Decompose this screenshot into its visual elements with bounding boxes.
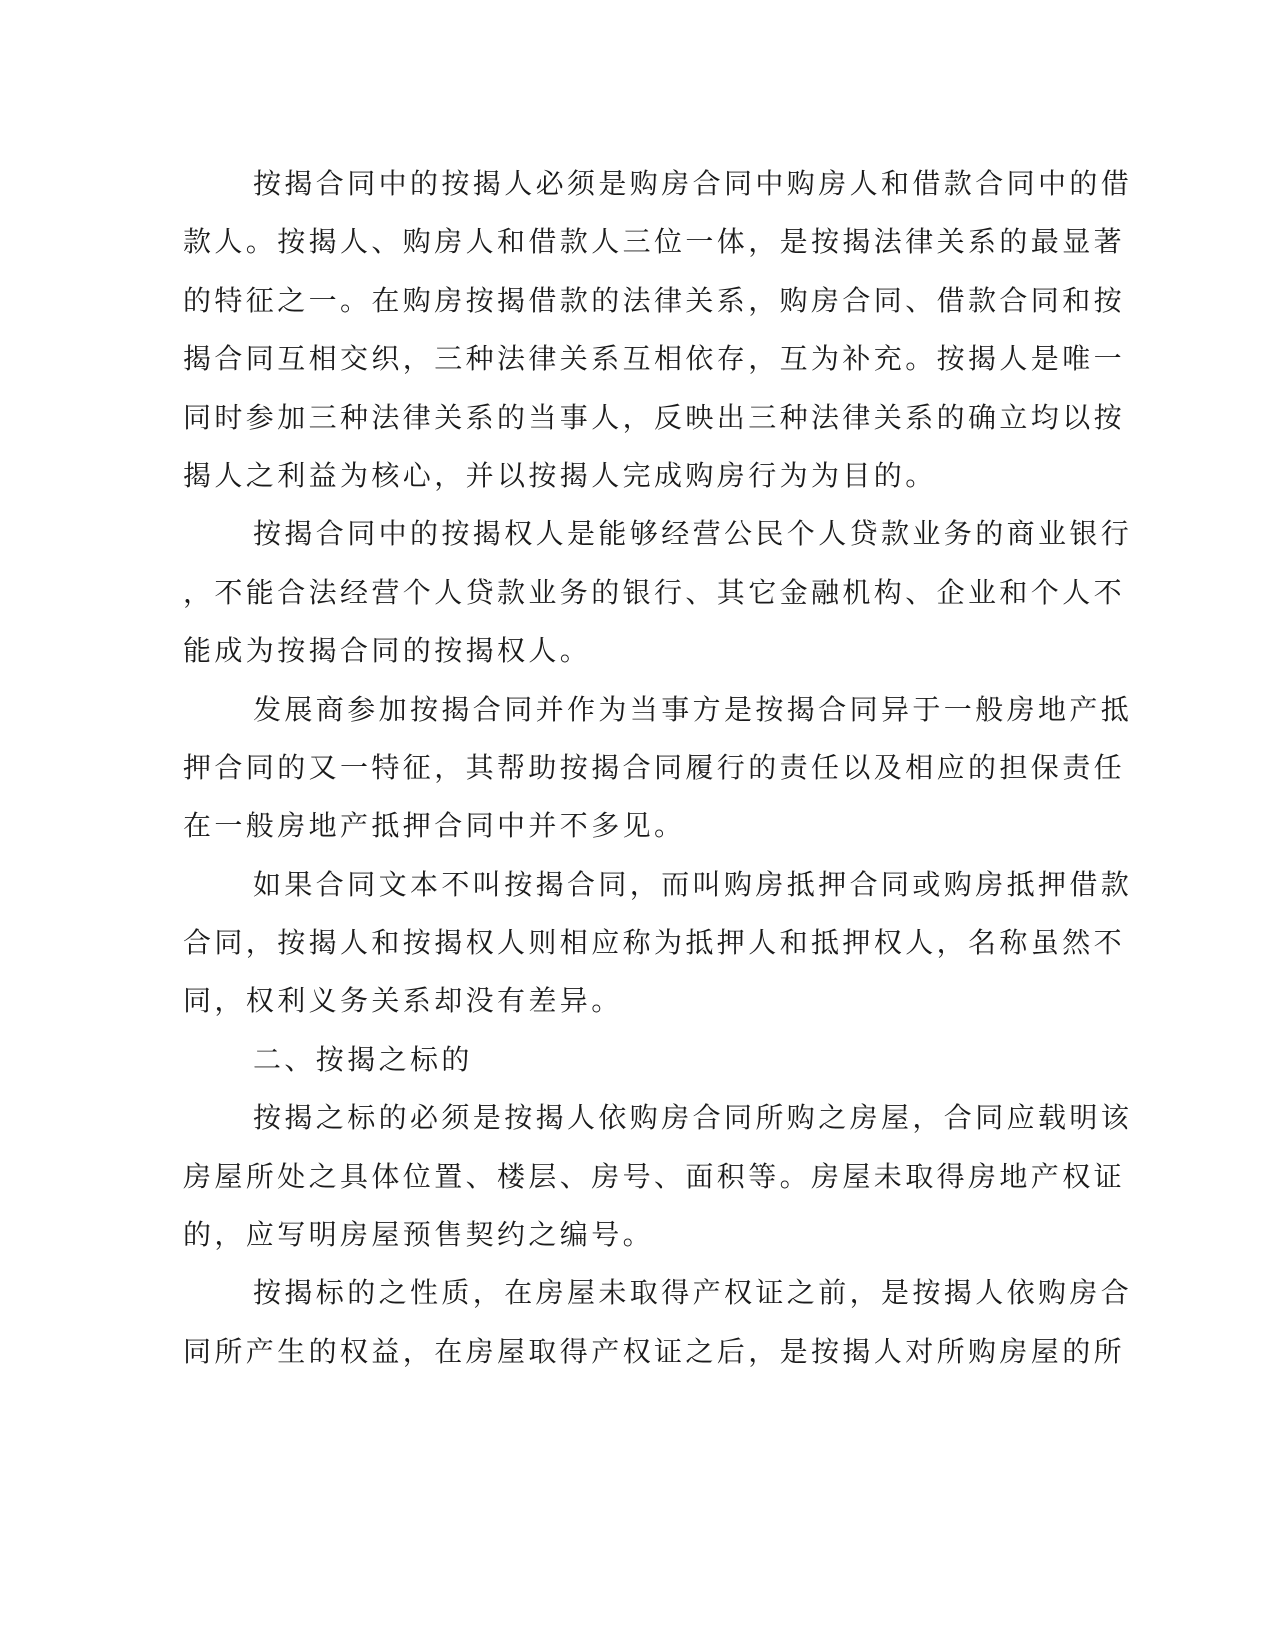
paragraph-subject bbox=[183, 1089, 1133, 1264]
text-line: 按揭之标的必须是按揭人依购房合同所购之房屋，合同应载明该 bbox=[253, 1101, 1133, 1135]
text-line: 同，权利义务关系却没有差异。 bbox=[183, 984, 623, 1018]
text-line: ，不能合法经营个人贷款业务的银行、其它金融机构、企业和个人不 bbox=[183, 575, 1126, 609]
text-line: 按揭合同中的按揭人必须是购房合同中购房人和借款合同中的借 bbox=[253, 167, 1133, 200]
text-line: 房屋所处之具体位置、楼层、房号、面积等。房屋未取得房地产权证 bbox=[183, 1159, 1126, 1193]
section-heading-text: 二、按揭之标的 bbox=[253, 1042, 473, 1076]
paragraph-mortgagee bbox=[183, 505, 1133, 680]
text-line: 能成为按揭合同的按揭权人。 bbox=[183, 634, 592, 668]
text-line: 的特征之一。在购房按揭借款的法律关系，购房合同、借款合同和按 bbox=[183, 283, 1126, 317]
paragraph-naming bbox=[183, 856, 1133, 1031]
paragraph-mortgagor bbox=[183, 155, 1133, 505]
text-line: 同所产生的权益，在房屋取得产权证之后，是按揭人对所购房屋的所 bbox=[183, 1334, 1126, 1368]
section-heading bbox=[183, 1031, 1043, 1089]
text-line: 揭人之利益为核心，并以按揭人完成购房行为为目的。 bbox=[183, 458, 937, 492]
text-line: 合同，按揭人和按揭权人则相应称为抵押人和抵押权人，名称虽然不 bbox=[183, 926, 1126, 960]
text-line: 揭合同互相交织，三种法律关系互相依存，互为补充。按揭人是唯一 bbox=[183, 342, 1126, 376]
text-line: 如果合同文本不叫按揭合同，而叫购房抵押合同或购房抵押借款 bbox=[253, 867, 1133, 901]
text-line: 的，应写明房屋预售契约之编号。 bbox=[183, 1218, 655, 1252]
text-line: 押合同的又一特征，其帮助按揭合同履行的责任以及相应的担保责任 bbox=[183, 750, 1126, 784]
text-line: 款人。按揭人、购房人和借款人三位一体，是按揭法律关系的最显著 bbox=[183, 225, 1126, 259]
text-line: 发展商参加按揭合同并作为当事方是按揭合同异于一般房地产抵 bbox=[253, 692, 1133, 726]
text-line: 在一般房地产抵押合同中并不多见。 bbox=[183, 809, 686, 843]
text-line: 按揭合同中的按揭权人是能够经营公民个人贷款业务的商业银行 bbox=[253, 517, 1133, 551]
paragraph-subject-nature bbox=[183, 1264, 1133, 1381]
document-body bbox=[183, 155, 1133, 1381]
text-line: 同时参加三种法律关系的当事人，反映出三种法律关系的确立均以按 bbox=[183, 400, 1126, 434]
paragraph-developer bbox=[183, 681, 1133, 856]
text-line: 按揭标的之性质，在房屋未取得产权证之前，是按揭人依购房合 bbox=[253, 1276, 1133, 1310]
